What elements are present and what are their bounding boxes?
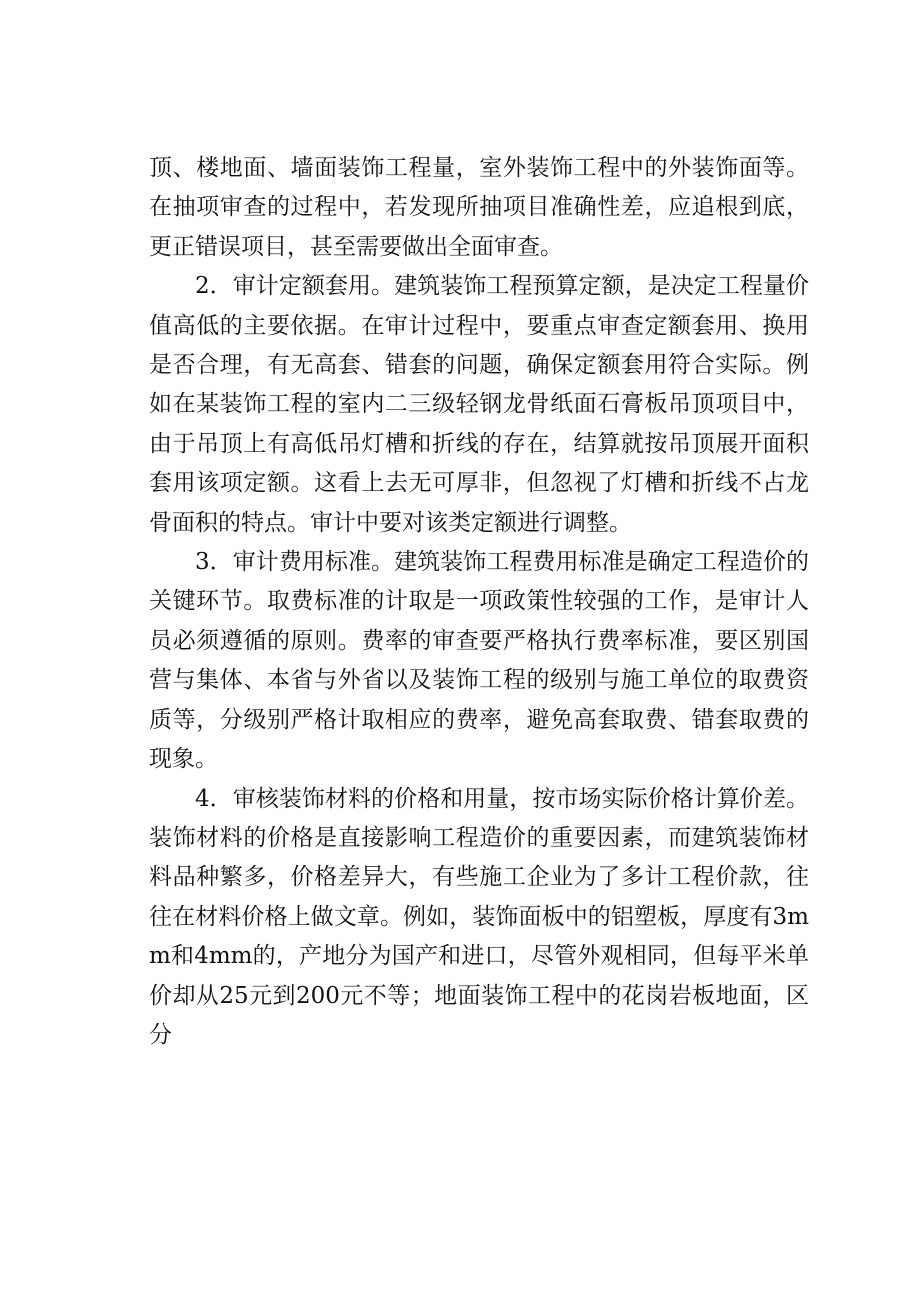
- paragraph-quota-audit: 2．审计定额套用。建筑装饰工程预算定额，是决定工程量价值高低的主要依据。在审计过程中，要重点审查定额套用、换用是否合理，有无高套、错套的问题，确保定额套用符合实际。例如在某装饰工程的室内二三级轻钢龙骨纸面石膏板吊顶项目中，由于吊顶上有高低吊灯槽和折线的存在，结算就按吊顶展开面积套用该项定额。这看上去无可厚非，但忽视了灯槽和折线不占龙骨面积的特点。审计中要对该类定额进行调整。: [149, 273, 809, 536]
- paragraph-continuation: 顶、楼地面、墙面装饰工程量，室外装饰工程中的外装饰面等。在抽项审查的过程中，若发现所抽项目准确性差，应追根到底，更正错误项目，甚至需要做出全面审查。: [149, 155, 809, 260]
- document-body: [149, 149, 809, 1055]
- paragraph-fee-standard-audit: 3．审计费用标准。建筑装饰工程费用标准是确定工程造价的关键环节。取费标准的计取是一项政策性较强的工作，是审计人员必须遵循的原则。费率的审查要严格执行费率标准，要区别国营与集体、本省与外省以及装饰工程的级别与施工单位的取费资质等，分级别严格计取相应的费率，避免高套取费、错套取费的现象。: [149, 549, 809, 773]
- paragraph-material-price-audit: 4．审核装饰材料的价格和用量，按市场实际价格计算价差。装饰材料的价格是直接影响工程造价的重要因素，而建筑装饰材料品种繁多，价格差异大，有些施工企业为了多计工程价款，往往在材料价格上做文章。例如，装饰面板中的铝塑板，厚度有3mm和4mm的，产地分为国产和进口，尽管外观相同，但每平米单价却从25元到200元不等；地面装饰工程中的花岗岩板地面，区分: [149, 785, 809, 1048]
